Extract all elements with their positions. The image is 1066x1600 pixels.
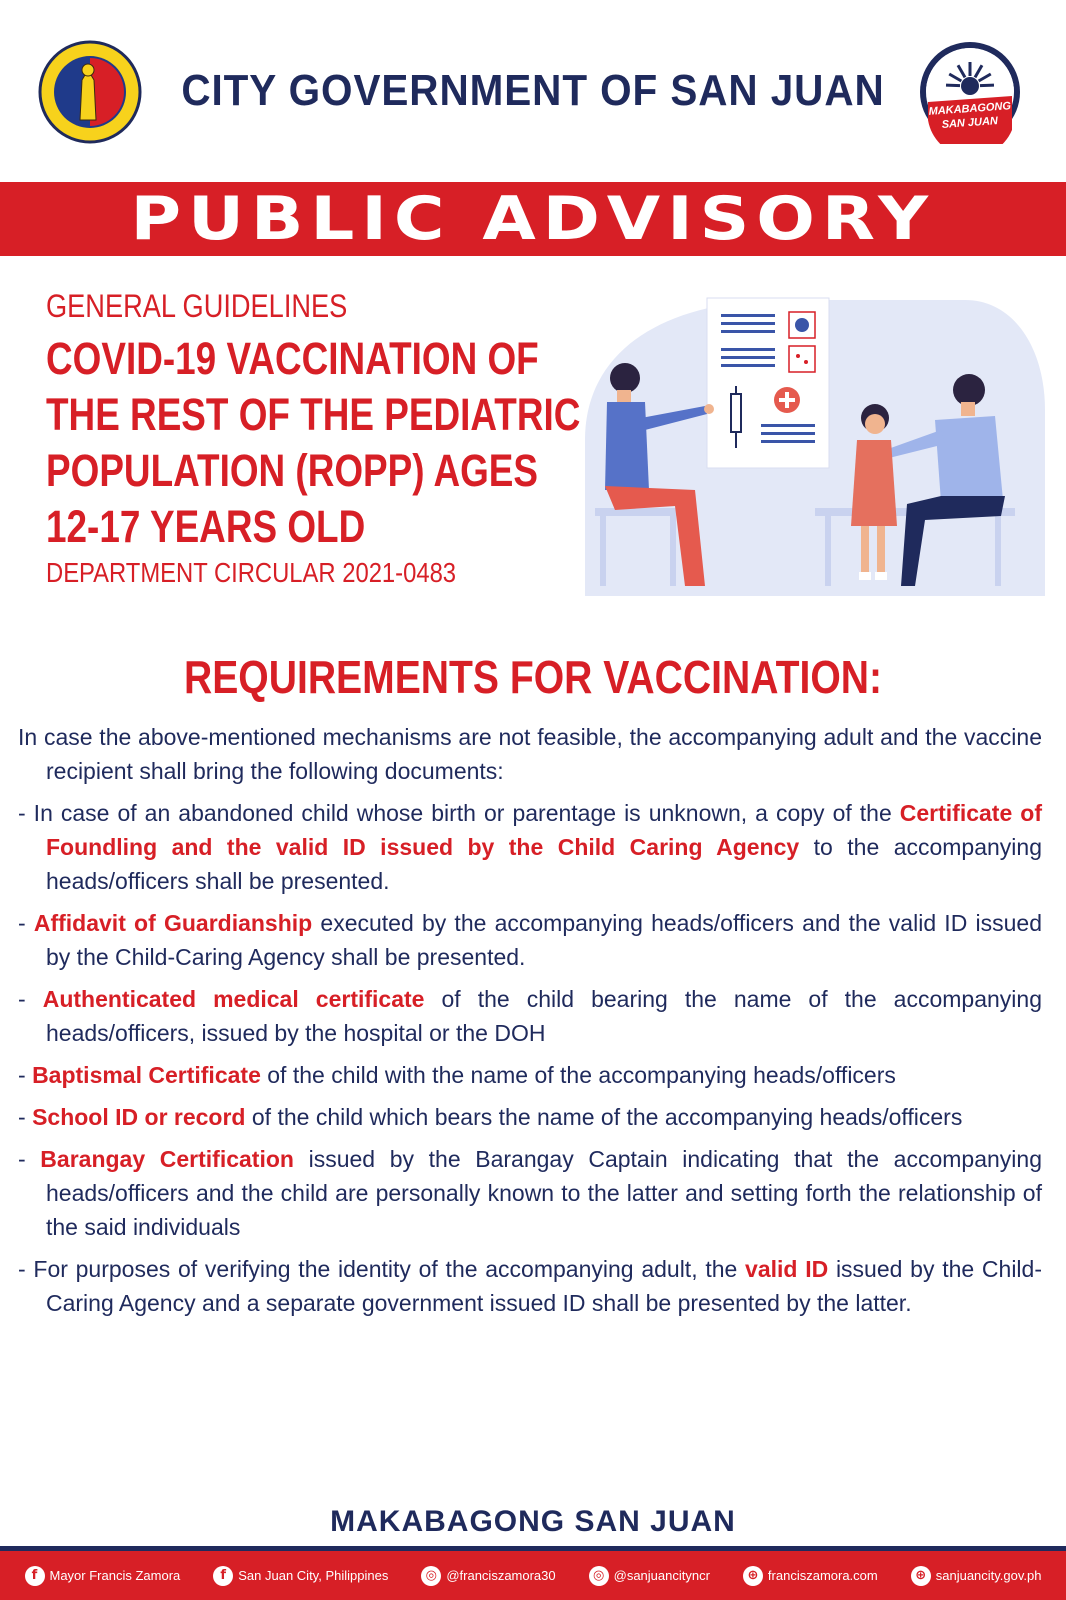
requirement-highlight: Affidavit of Guardianship <box>33 910 313 936</box>
requirement-highlight: Certificate of Foundling and the valid ID issued by the Child Caring Agency <box>46 800 1042 860</box>
requirement-item <box>18 1100 1042 1134</box>
makabagong-san-juan-tagline: MAKABAGONG SAN JUAN <box>330 1505 736 1538</box>
guidelines-block <box>46 288 606 589</box>
requirement-text: - <box>18 986 43 1012</box>
requirement-item <box>18 1142 1042 1244</box>
city-seal-logo <box>38 40 142 144</box>
requirement-highlight: Baptismal Certificate <box>32 1062 261 1088</box>
footer-label: @sanjuancityncr <box>613 1568 710 1583</box>
requirement-text: issued by the Barangay Captain indicating that the accompanying heads/officers and the child are personally known to the latter and setting forth the relationship of the said individuals <box>46 1146 1042 1240</box>
footer-website-mayor[interactable] <box>743 1566 878 1586</box>
footer-label: @franciszamora30 <box>446 1568 556 1583</box>
department-circular: DEPARTMENT CIRCULAR 2021-0483 <box>46 557 457 588</box>
public-advisory-banner <box>0 182 1066 256</box>
requirement-text: executed by the accompanying heads/officers and the valid ID issued by the Child-Caring Agency shall be presented. <box>46 910 1042 970</box>
instagram-twitter-icon: ◎ <box>421 1566 441 1586</box>
requirement-text: of the child which bears the name of the accompanying heads/officers <box>245 1104 963 1130</box>
banner-text: PUBLIC ADVISORY <box>130 184 936 254</box>
requirement-highlight: valid ID <box>745 1256 829 1282</box>
requirement-text: - <box>18 910 34 936</box>
requirement-text: issued by the Child-Caring Agency and a separate government issued ID shall be presented by the latter. <box>46 1256 1042 1316</box>
footer-label: franciszamora.com <box>767 1568 878 1583</box>
requirement-text: to the accompanying heads/officers shall be presented. <box>46 834 1042 894</box>
facebook-icon: f <box>213 1566 233 1586</box>
footer-facebook-city[interactable] <box>213 1566 388 1586</box>
guidelines-title-line: 12-17 YEARS OLD <box>46 501 366 552</box>
footer-website-city[interactable] <box>911 1566 1042 1586</box>
logo-text-san-juan: SAN JUAN <box>941 115 999 131</box>
facebook-icon: f <box>25 1566 45 1586</box>
requirement-text: - For purposes of verifying the identity of the accompanying adult, the <box>18 1256 746 1282</box>
requirement-highlight: School ID or record <box>32 1104 246 1130</box>
footer-label: Mayor Francis Zamora <box>49 1568 181 1583</box>
footer-instagram-twitter-mayor[interactable] <box>421 1566 555 1586</box>
requirement-text: of the child bearing the name of the accompanying heads/officers, issued by the hospital or the DOH <box>46 986 1042 1046</box>
vaccination-illustration <box>585 290 1045 596</box>
requirement-text: - <box>18 1104 33 1130</box>
guidelines-title <box>46 331 581 555</box>
guidelines-title-line: POPULATION (ROPP) AGES <box>46 445 539 496</box>
requirement-item <box>18 1058 1042 1092</box>
guidelines-subtitle: GENERAL GUIDELINES <box>46 288 348 324</box>
footer-label: San Juan City, Philippines <box>238 1568 389 1583</box>
city-government-title: CITY GOVERNMENT OF SAN JUAN <box>181 66 885 115</box>
requirement-item <box>18 982 1042 1050</box>
requirements-heading: REQUIREMENTS FOR VACCINATION: <box>183 651 882 703</box>
globe-icon: ⊕ <box>743 1566 763 1586</box>
requirement-text: - <box>18 1146 41 1172</box>
requirement-item <box>18 1252 1042 1320</box>
requirements-intro: In case the above-mentioned mechanisms are not feasible, the accompanying adult and the vaccine recipient shall bring the following documents: <box>18 724 1042 784</box>
globe-icon: ⊕ <box>911 1566 931 1586</box>
requirement-highlight: Barangay Certification <box>40 1146 294 1172</box>
guidelines-title-line: COVID-19 VACCINATION OF <box>46 333 539 384</box>
instagram-twitter-icon: ◎ <box>589 1566 609 1586</box>
requirements-content <box>18 720 1042 1328</box>
guidelines-title-line: THE REST OF THE PEDIATRIC <box>46 389 581 440</box>
requirement-text: of the child with the name of the accompanying heads/officers <box>260 1062 896 1088</box>
footer-facebook-mayor[interactable] <box>25 1566 181 1586</box>
requirement-text: - <box>18 1062 33 1088</box>
requirement-item <box>18 906 1042 974</box>
logo-text-makabagong: MAKABAGONG <box>928 100 1012 118</box>
requirement-text: - In case of an abandoned child whose birth or parentage is unknown, a copy of the <box>18 800 900 826</box>
requirement-item <box>18 796 1042 898</box>
footer-instagram-twitter-city[interactable] <box>589 1566 710 1586</box>
footer-social-bar <box>0 1546 1066 1600</box>
footer-label: sanjuancity.gov.ph <box>935 1568 1042 1583</box>
makabagong-san-juan-logo <box>918 40 1022 144</box>
requirement-highlight: Authenticated medical certificate <box>42 986 425 1012</box>
